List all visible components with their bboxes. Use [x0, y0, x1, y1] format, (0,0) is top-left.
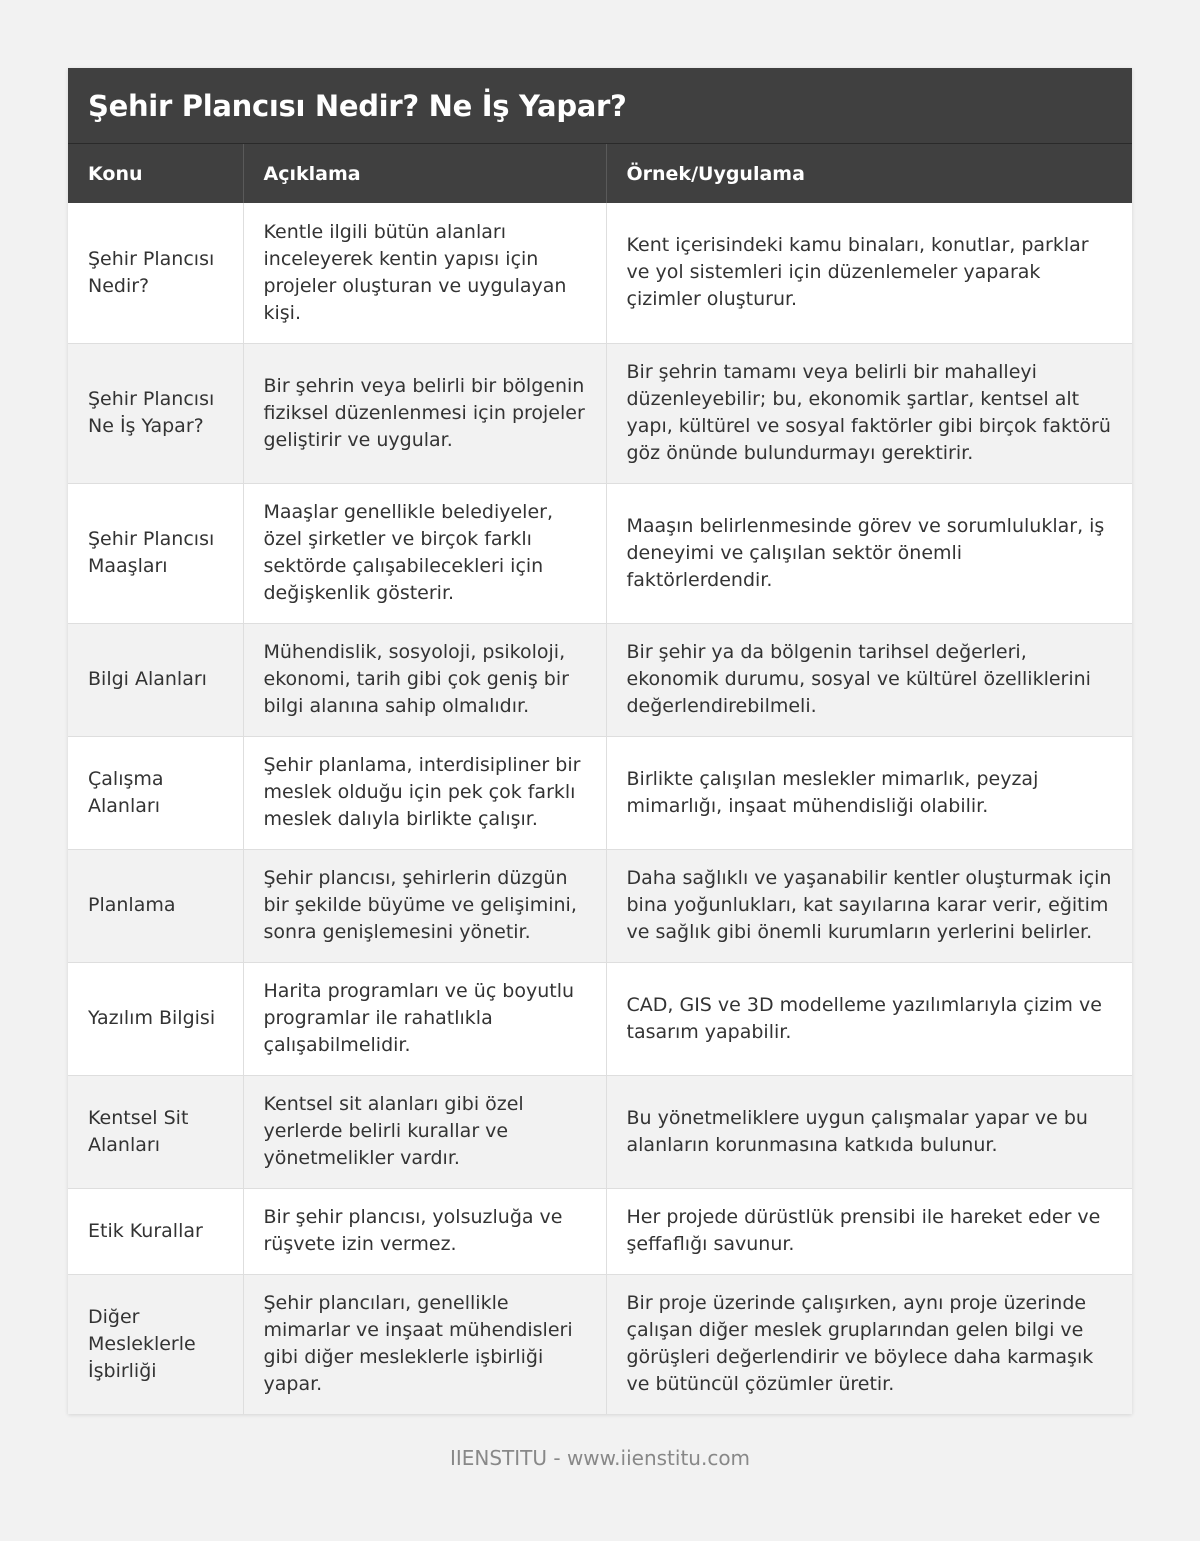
column-header-ornek: Örnek/Uygulama: [606, 144, 1132, 203]
footer-credit: IIENSTITU - www.iienstitu.com: [449, 1446, 751, 1470]
cell-example: Birlikte çalışılan meslekler mimarlık, peyzaj mimarlığı, inşaat mühendisliği olabilir.: [606, 736, 1132, 849]
cell-description: Bir şehir plancısı, yolsuzluğa ve rüşvete izin vermez.: [243, 1188, 606, 1274]
table-row: [68, 343, 1132, 483]
cell-topic: Planlama: [68, 849, 243, 962]
cell-description: Bir şehrin veya belirli bir bölgenin fiziksel düzenlenmesi için projeler geliştirir ve uygular.: [243, 343, 606, 483]
table-row: [68, 962, 1132, 1075]
cell-topic: Diğer Mesleklerle İşbirliği: [68, 1274, 243, 1414]
cell-topic: Şehir Plancısı Nedir?: [68, 203, 243, 343]
cell-example: Kent içerisindeki kamu binaları, konutlar, parklar ve yol sistemleri için düzenlemeler yaparak çizimler oluşturur.: [606, 203, 1132, 343]
table-row: [68, 736, 1132, 849]
page-title: Şehir Plancısı Nedir? Ne İş Yapar?: [88, 88, 627, 123]
cell-topic: Çalışma Alanları: [68, 736, 243, 849]
table-header-row: [68, 144, 1132, 203]
content-card: [68, 68, 1132, 1414]
column-header-aciklama: Açıklama: [243, 144, 606, 203]
column-header-konu: Konu: [68, 144, 243, 203]
cell-topic: Şehir Plancısı Ne İş Yapar?: [68, 343, 243, 483]
cell-topic: Kentsel Sit Alanları: [68, 1075, 243, 1188]
cell-topic: Şehir Plancısı Maaşları: [68, 483, 243, 623]
table-row: [68, 1075, 1132, 1188]
cell-example: Bu yönetmeliklere uygun çalışmalar yapar ve bu alanların korunmasına katkıda bulunur.: [606, 1075, 1132, 1188]
cell-example: Daha sağlıklı ve yaşanabilir kentler oluşturmak için bina yoğunlukları, kat sayılarına karar verir, eğitim ve sağlık gibi önemli kurumların yerlerini belirler.: [606, 849, 1132, 962]
table-row: [68, 1188, 1132, 1274]
info-table: [68, 144, 1132, 1414]
table-row: [68, 623, 1132, 736]
cell-topic: Etik Kurallar: [68, 1188, 243, 1274]
cell-description: Kentsel sit alanları gibi özel yerlerde belirli kurallar ve yönetmelikler vardır.: [243, 1075, 606, 1188]
cell-description: Mühendislik, sosyoloji, psikoloji, ekonomi, tarih gibi çok geniş bir bilgi alanına sahip olmalıdır.: [243, 623, 606, 736]
cell-description: Kentle ilgili bütün alanları inceleyerek kentin yapısı için projeler oluşturan ve uygulayan kişi.: [243, 203, 606, 343]
cell-example: Bir şehir ya da bölgenin tarihsel değerleri, ekonomik durumu, sosyal ve kültürel özelliklerini değerlendirebilmeli.: [606, 623, 1132, 736]
cell-description: Harita programları ve üç boyutlu programlar ile rahatlıkla çalışabilmelidir.: [243, 962, 606, 1075]
cell-example: Her projede dürüstlük prensibi ile hareket eder ve şeffaflığı savunur.: [606, 1188, 1132, 1274]
cell-description: Şehir plancıları, genellikle mimarlar ve inşaat mühendisleri gibi diğer mesleklerle işbirliği yapar.: [243, 1274, 606, 1414]
table-row: [68, 483, 1132, 623]
cell-example: CAD, GIS ve 3D modelleme yazılımlarıyla çizim ve tasarım yapabilir.: [606, 962, 1132, 1075]
cell-example: Maaşın belirlenmesinde görev ve sorumluluklar, iş deneyimi ve çalışılan sektör önemli faktörlerdendir.: [606, 483, 1132, 623]
cell-example: Bir proje üzerinde çalışırken, aynı proje üzerinde çalışan diğer meslek gruplarından gelen bilgi ve görüşleri değerlendirir ve böylece daha karmaşık ve bütüncül çözümler üretir.: [606, 1274, 1132, 1414]
table-row: [68, 849, 1132, 962]
table-row: [68, 203, 1132, 343]
cell-topic: Bilgi Alanları: [68, 623, 243, 736]
cell-description: Şehir planlama, interdisipliner bir meslek olduğu için pek çok farklı meslek dalıyla birlikte çalışır.: [243, 736, 606, 849]
table-row: [68, 1274, 1132, 1414]
cell-description: Maaşlar genellikle belediyeler, özel şirketler ve birçok farklı sektörde çalışabilecekleri için değişkenlik gösterir.: [243, 483, 606, 623]
title-bar: [68, 68, 1132, 144]
cell-example: Bir şehrin tamamı veya belirli bir mahalleyi düzenleyebilir; bu, ekonomik şartlar, kentsel alt yapı, kültürel ve sosyal faktörler gibi birçok faktörü göz önünde bulundurmayı gerektirir.: [606, 343, 1132, 483]
cell-description: Şehir plancısı, şehirlerin düzgün bir şekilde büyüme ve gelişimini, sonra genişlemesini yönetir.: [243, 849, 606, 962]
cell-topic: Yazılım Bilgisi: [68, 962, 243, 1075]
